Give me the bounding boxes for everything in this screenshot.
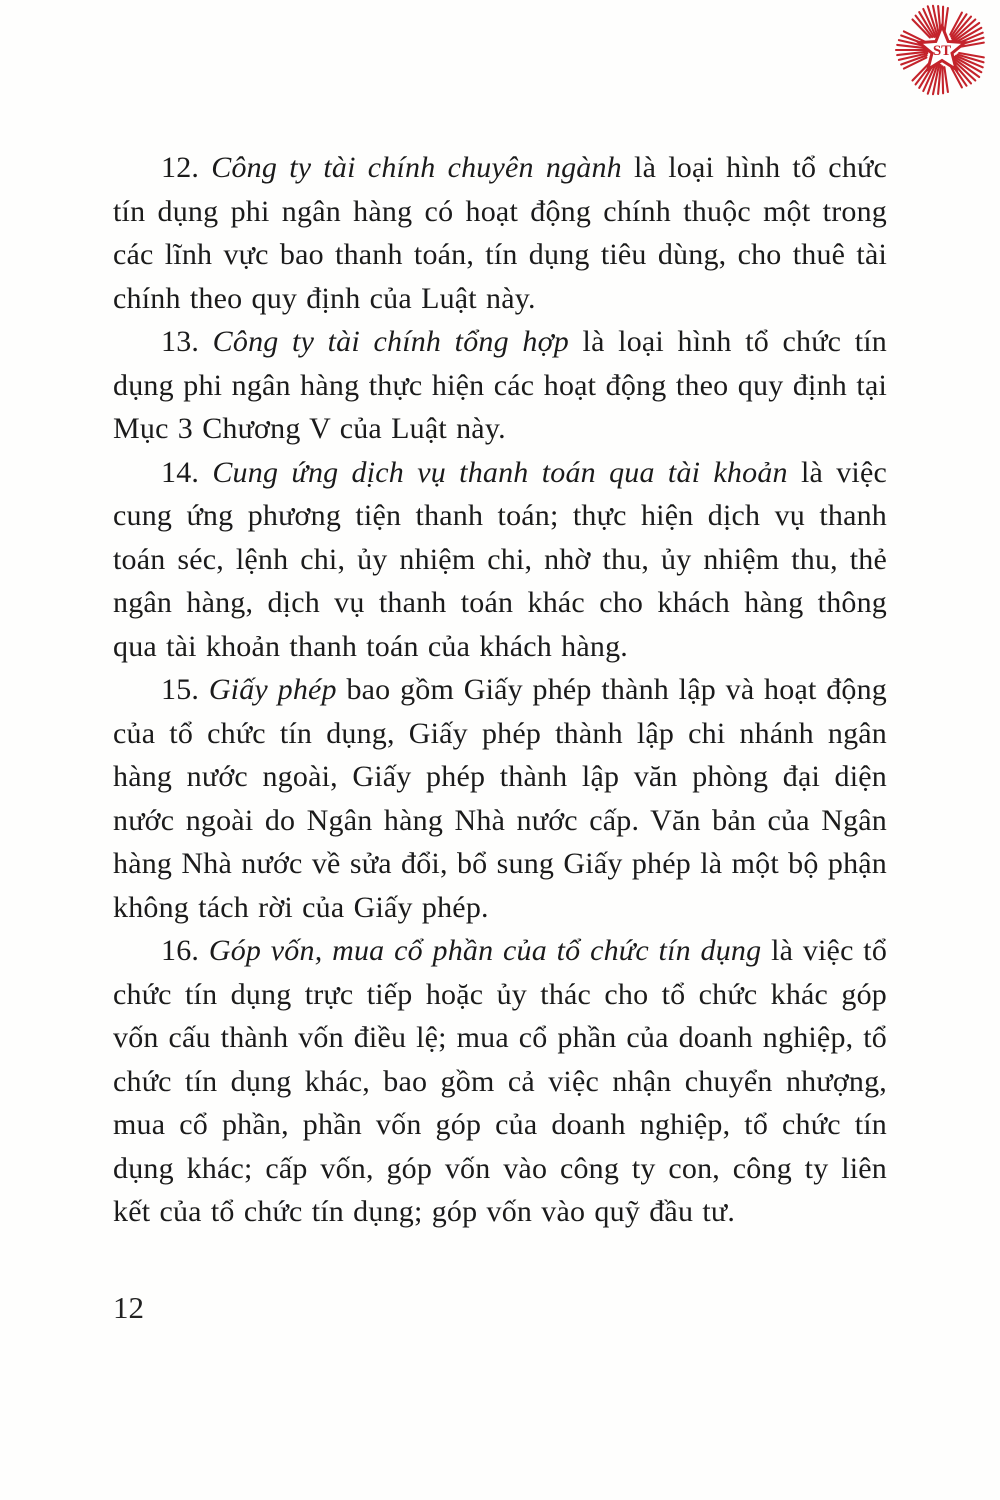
page-number: 12 xyxy=(113,1290,144,1325)
paragraph-13 xyxy=(113,320,887,451)
defined-term: Công ty tài chính chuyên ngành xyxy=(211,151,622,184)
clause-text: là loại hình tổ chức tín dụng phi ngân hàng thực hiện các hoạt động theo quy định tại Mục 3 Chương V của Luật này. xyxy=(113,325,887,445)
defined-term: Cung ứng dịch vụ thanh toán qua tài khoản xyxy=(212,455,788,489)
clause-number: 14. xyxy=(161,455,200,489)
defined-term: Giấy phép xyxy=(208,673,337,706)
clause-text: bao gồm Giấy phép thành lập và hoạt động của tổ chức tín dụng, Giấy phép thành lập chi nhánh ngân hàng nước ngoài, Giấy phép thành lập văn phòng đại diện nước ngoài do Ngân hàng Nhà nước cấp. Văn bản của Ngân hàng Nhà nước về sửa đổi, bổ sung Giấy phép là một bộ phận không tách rời của Giấy phép. xyxy=(113,673,887,924)
paragraph-16 xyxy=(113,929,887,1234)
defined-term: Công ty tài chính tổng hợp xyxy=(212,325,569,358)
clause-number: 13. xyxy=(161,325,200,358)
clause-number: 16. xyxy=(161,934,200,967)
paragraph-14 xyxy=(113,451,887,669)
paragraph-15 xyxy=(113,668,887,929)
clause-number: 15. xyxy=(161,673,200,706)
publisher-logo xyxy=(892,0,992,102)
page-content xyxy=(113,146,887,1234)
paragraph-12 xyxy=(113,146,887,320)
starburst-emblem-icon xyxy=(892,0,992,102)
logo-letters: ST xyxy=(932,43,952,59)
clause-text: là việc cung ứng phương tiện thanh toán; thực hiện dịch vụ thanh toán séc, lệnh chi, ủy nhiệm chi, nhờ thu, ủy nhiệm thu, thẻ ngân hàng, dịch vụ thanh toán khác cho khách hàng thông qua tài khoản thanh toán của khách hàng. xyxy=(113,455,887,663)
clause-text: là việc tổ chức tín dụng trực tiếp hoặc ủy thác cho tổ chức khác góp vốn cấu thành vốn điều lệ; mua cổ phần của doanh nghiệp, tổ chức tín dụng khác, bao gồm cả việc nhận chuyển nhượng, mua cổ phần, phần vốn góp của doanh nghiệp, tổ chức tín dụng khác; cấp vốn, góp vốn vào công ty con, công ty liên kết của tổ chức tín dụng; góp vốn vào quỹ đầu tư. xyxy=(113,934,888,1228)
defined-term: Góp vốn, mua cổ phần của tổ chức tín dụng xyxy=(208,934,762,967)
clause-text: là loại hình tổ chức tín dụng phi ngân hàng có hoạt động chính thuộc một trong các lĩnh vực bao thanh toán, tín dụng tiêu dùng, cho thuê tài chính theo quy định của Luật này. xyxy=(113,151,887,315)
clause-number: 12. xyxy=(161,151,200,184)
